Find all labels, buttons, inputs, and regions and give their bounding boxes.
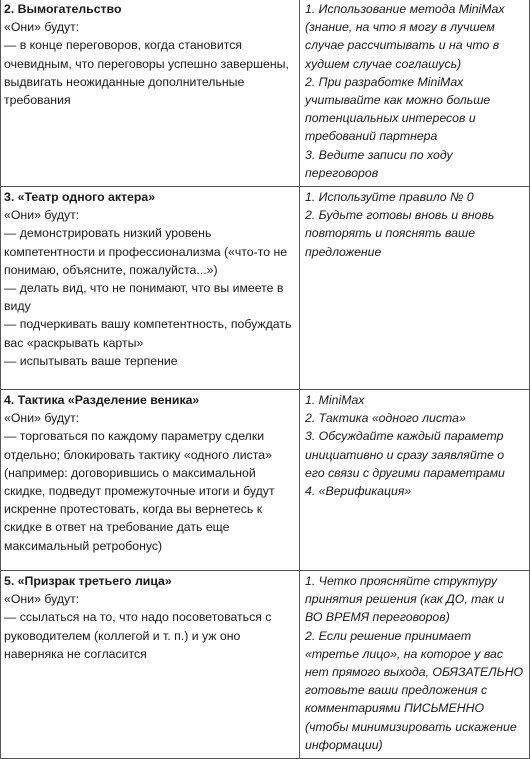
tactic-description-cell bbox=[1, 390, 300, 571]
countermeasure-cell bbox=[300, 571, 530, 759]
countermeasure-item: 1. MiniMax bbox=[305, 393, 365, 408]
tactic-description-cell bbox=[1, 571, 300, 759]
tactic-behavior: — торговаться по каждому параметру сделки отдельно; блокировать тактику «одного листа» (например: договорившись о максимальной скидке, подведут промежуточные итоги и будут искренне протестовать, когда вы вернетесь к скидке в ответ на требование дать еще максимальный ретробонус) bbox=[4, 429, 275, 553]
table-row bbox=[1, 187, 530, 390]
tactic-intro: «Они» будут: bbox=[4, 20, 80, 35]
countermeasure-item: 1. Использование метода MiniMax (знание, на что я могу в лучшем случае рассчитывать и на что в худшем случае соглашусь) bbox=[305, 2, 505, 71]
tactic-behavior: — подчеркивать вашу компетентность, побуждать вас «раскрывать карты» bbox=[4, 317, 292, 350]
countermeasure-item: 3. Ведите записи по ходу переговоров bbox=[305, 147, 453, 180]
countermeasure-item: 3. Обсуждайте каждый параметр инициативно и сразу заявляйте о его связи с другими параметрами bbox=[305, 429, 505, 480]
tactic-behavior: — ссылаться на то, что надо посоветоваться с руководителем (коллегой и т. п.) и уж оно наверняка не согласится bbox=[4, 610, 272, 661]
tactic-title: 5. «Призрак третьего лица» bbox=[4, 574, 172, 589]
tactic-intro: «Они» будут: bbox=[4, 208, 80, 223]
countermeasure-item: 1. Используйте правило № 0 bbox=[305, 190, 474, 205]
tactic-intro: «Они» будут: bbox=[4, 592, 80, 607]
tactic-description-cell bbox=[1, 187, 300, 390]
tactic-title: 3. «Театр одного актера» bbox=[4, 190, 156, 205]
countermeasure-item: 2. Будьте готовы вновь и вновь повторять и пояснять ваше предложение bbox=[305, 208, 495, 259]
table-row bbox=[1, 571, 530, 759]
tactic-title: 2. Вымогательство bbox=[4, 2, 122, 16]
countermeasure-cell bbox=[300, 0, 530, 187]
countermeasure-cell bbox=[300, 390, 530, 571]
countermeasure-item: 4. «Верификация» bbox=[305, 484, 412, 499]
tactic-behavior: — в конце переговоров, когда становится очевидным, что переговоры успешно завершены, выдвигать неожиданные дополнительные требования bbox=[4, 38, 289, 108]
countermeasure-item: 1. Четко проясняйте структуру принятия решения (как ДО, так и ВО ВРЕМЯ переговоров) bbox=[305, 574, 505, 625]
countermeasure-cell bbox=[300, 187, 530, 390]
table-row bbox=[1, 390, 530, 571]
countermeasure-item: 2. При разработке MiniMax учитывайте как можно больше потенциальных интересов и требований партнера bbox=[305, 74, 491, 144]
tactic-behavior: — делать вид, что не понимают, что вы имеете в виду bbox=[4, 281, 284, 314]
table-row bbox=[1, 0, 530, 187]
countermeasure-item: 2. Тактика «одного листа» bbox=[305, 411, 466, 426]
tactic-behavior: — испытывать ваше терпение bbox=[4, 353, 178, 368]
tactic-description-cell bbox=[1, 0, 300, 187]
tactic-title: 4. Тактика «Разделение веника» bbox=[4, 393, 200, 408]
countermeasure-item: 2. Если решение принимает «третье лицо», на которое у вас нет прямого выхода, ОБЯЗАТЕЛЬНО готовьте ваши предложения с комментариями ПИСЬМЕННО (чтобы минимизировать искажение информации) bbox=[305, 628, 524, 752]
tactic-intro: «Они» будут: bbox=[4, 411, 80, 426]
tactic-behavior: — демонстрировать низкий уровень компетентности и профессионализма («что-то не понимаю, объясните, пожалуйста...») bbox=[4, 226, 288, 277]
